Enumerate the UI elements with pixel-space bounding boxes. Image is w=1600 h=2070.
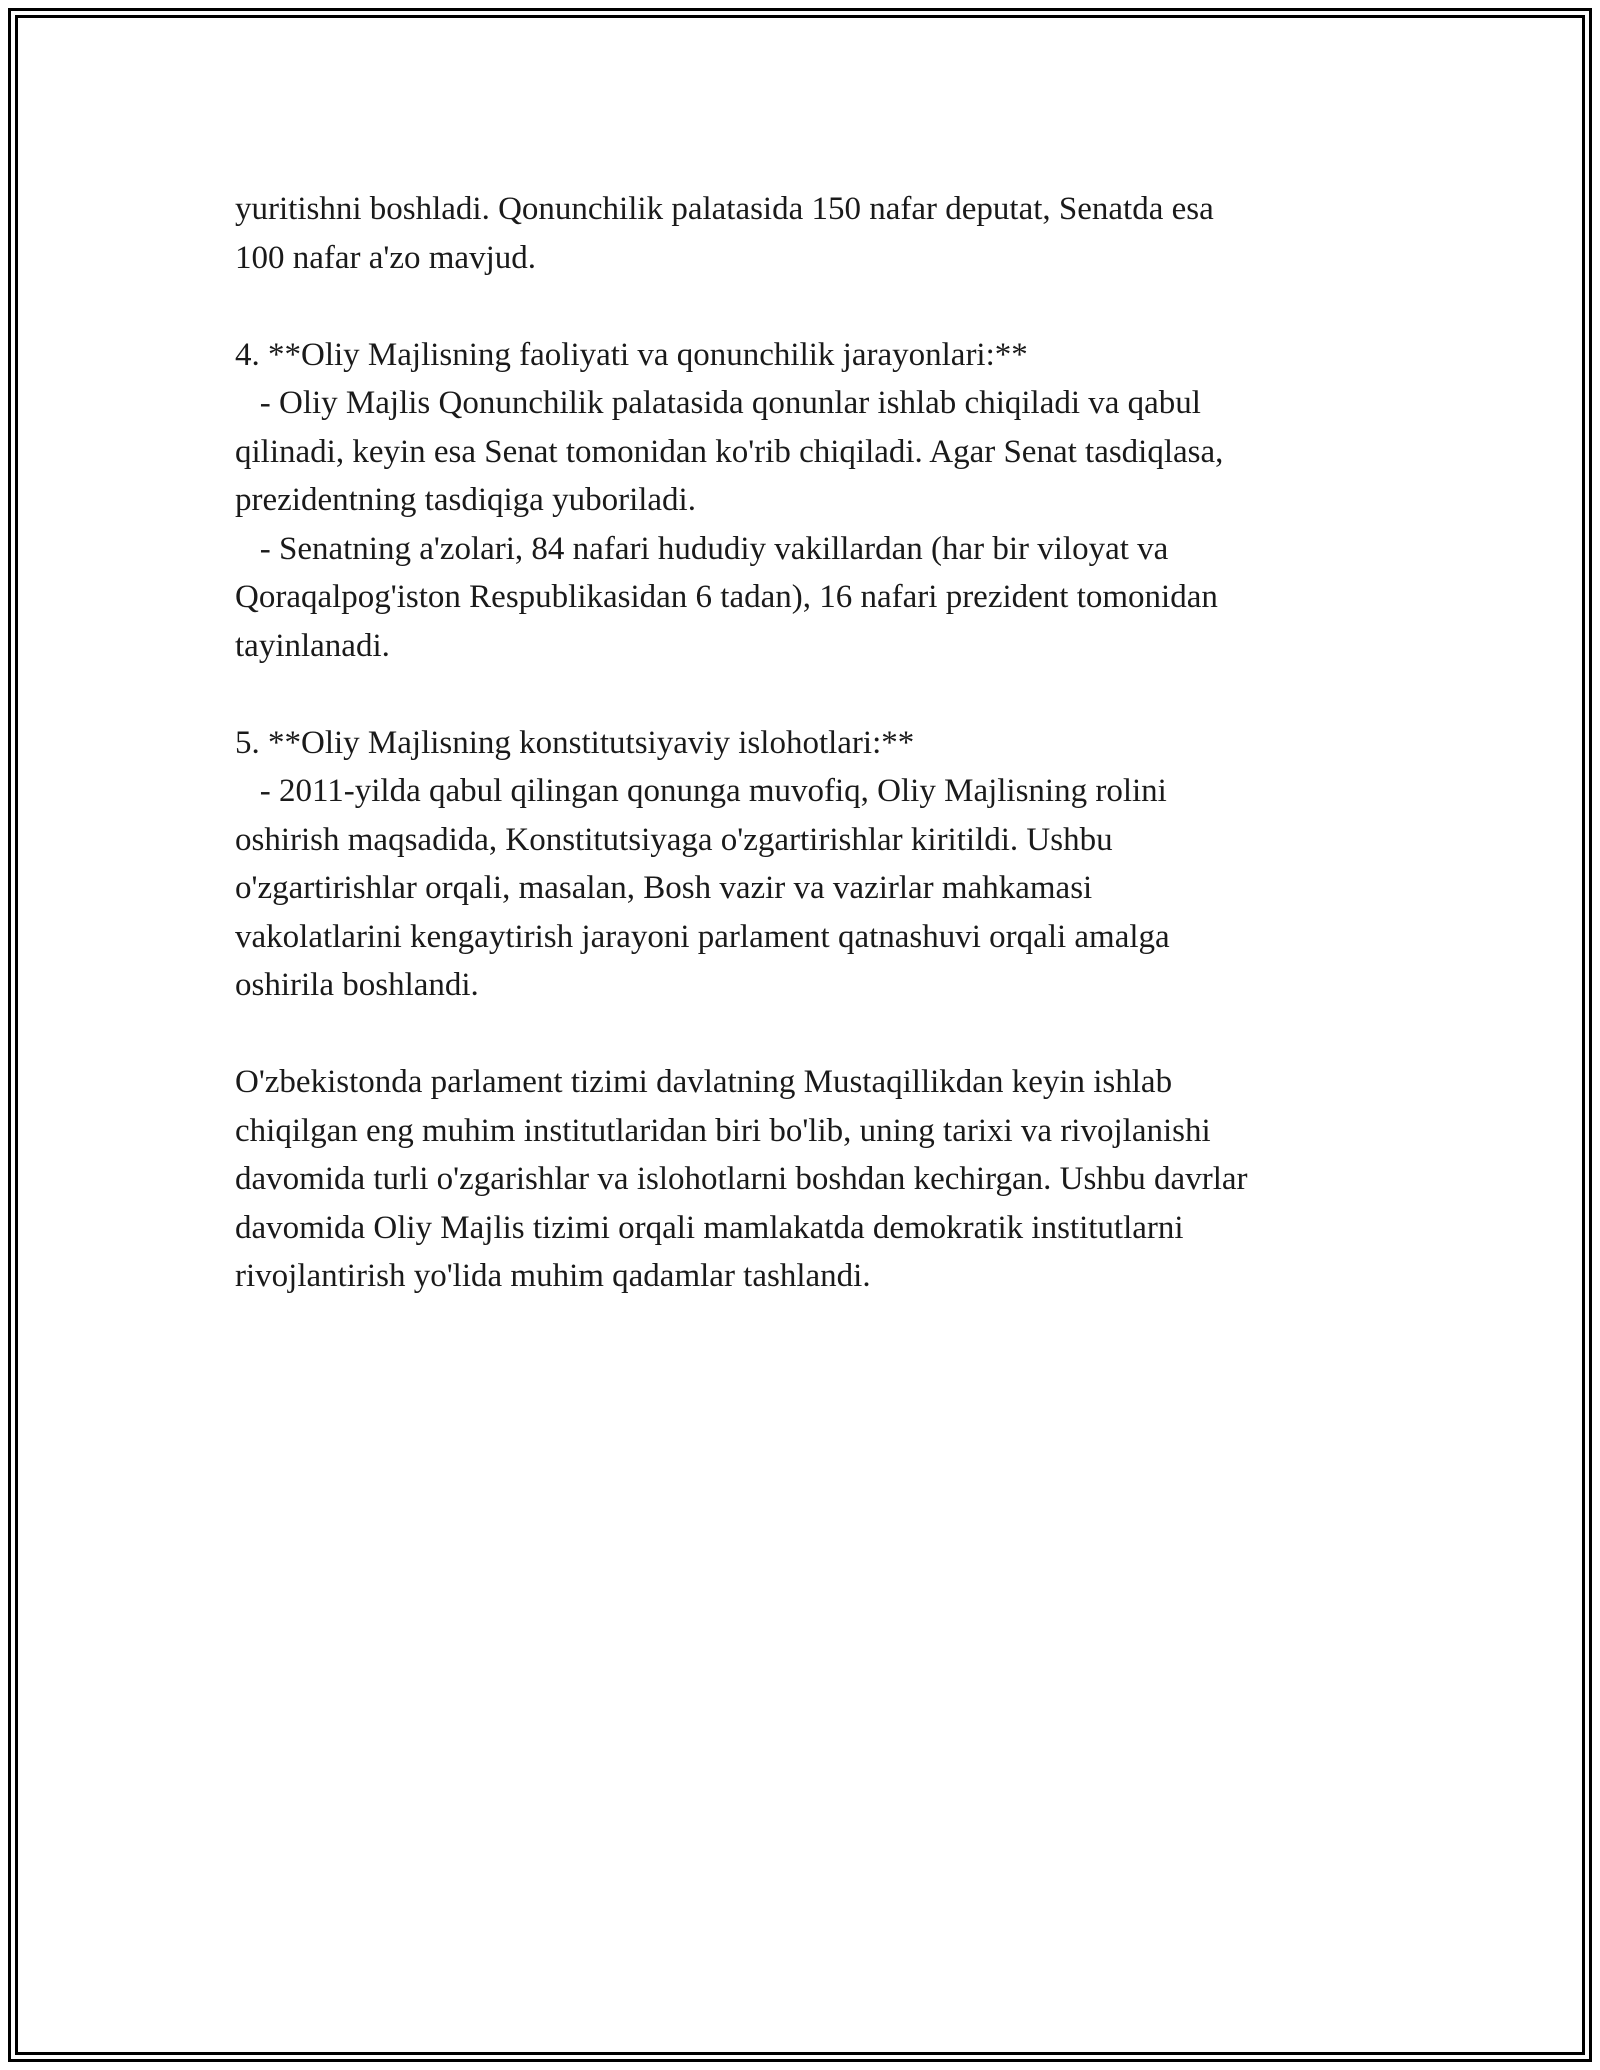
section-4: [235, 331, 1375, 671]
paragraph-spacer: [235, 670, 1375, 719]
section-4-bullet-1: [235, 379, 1375, 525]
text-line: qilinadi, keyin esa Senat tomonidan ko'rib chiqiladi. Agar Senat tasdiqlasa,: [235, 433, 1224, 470]
text-line: rivojlantirish yo'lida muhim qadamlar tashlandi.: [235, 1258, 871, 1294]
paragraph-spacer: [235, 282, 1375, 331]
section-5: [235, 719, 1375, 1010]
text-line: yuritishni boshladi. Qonunchilik palatasida 150 nafar deputat, Senatda esa: [235, 191, 1214, 227]
text-line: o'zgartirishlar orqali, masalan, Bosh vazir va vazirlar mahkamasi: [235, 870, 1093, 906]
text-line: - Oliy Majlis Qonunchilik palatasida qonunlar ishlab chiqiladi va qabul: [235, 385, 1201, 421]
section-4-bullet-2: [235, 525, 1375, 671]
text-line: - 2011-yilda qabul qilingan qonunga muvofiq, Oliy Majlisning rolini: [235, 773, 1167, 809]
paragraph-spacer: [235, 1010, 1375, 1059]
text-line: Qoraqalpog'iston Respublikasidan 6 tadan), 16 nafari prezident tomonidan: [235, 579, 1218, 615]
text-line: - Senatning a'zolari, 84 nafari hududiy vakillardan (har bir viloyat va: [235, 530, 1169, 567]
section-5-bullet-1: [235, 767, 1375, 1010]
intro-paragraph: [235, 185, 1375, 282]
text-line: 100 nafar a'zo mavjud.: [235, 239, 536, 276]
section-5-heading: 5. **Oliy Majlisning konstitutsiyaviy islohotlari:**: [235, 724, 915, 761]
text-line: chiqilgan eng muhim institutlaridan biri bo'lib, uning tarixi va rivojlanishi: [235, 1112, 1211, 1149]
text-line: prezidentning tasdiqiga yuboriladi.: [235, 482, 696, 518]
document-body: [235, 185, 1375, 1301]
text-line: davomida Oliy Majlis tizimi orqali mamlakatda demokratik institutlarni: [235, 1209, 1184, 1246]
text-line: oshirish maqsadida, Konstitutsiyaga o'zgartirishlar kiritildi. Ushbu: [235, 821, 1113, 858]
text-line: tayinlanadi.: [235, 627, 390, 664]
text-line: oshirila boshlandi.: [235, 967, 479, 1003]
text-line: vakolatlarini kengaytirish jarayoni parlament qatnashuvi orqali amalga: [235, 918, 1170, 955]
section-4-heading: 4. **Oliy Majlisning faoliyati va qonunchilik jarayonlari:**: [235, 336, 1028, 373]
conclusion-paragraph: [235, 1058, 1375, 1301]
text-line: O'zbekistonda parlament tizimi davlatning Mustaqillikdan keyin ishlab: [235, 1064, 1173, 1100]
text-line: davomida turli o'zgarishlar va islohotlarni boshdan kechirgan. Ushbu davrlar: [235, 1161, 1248, 1197]
